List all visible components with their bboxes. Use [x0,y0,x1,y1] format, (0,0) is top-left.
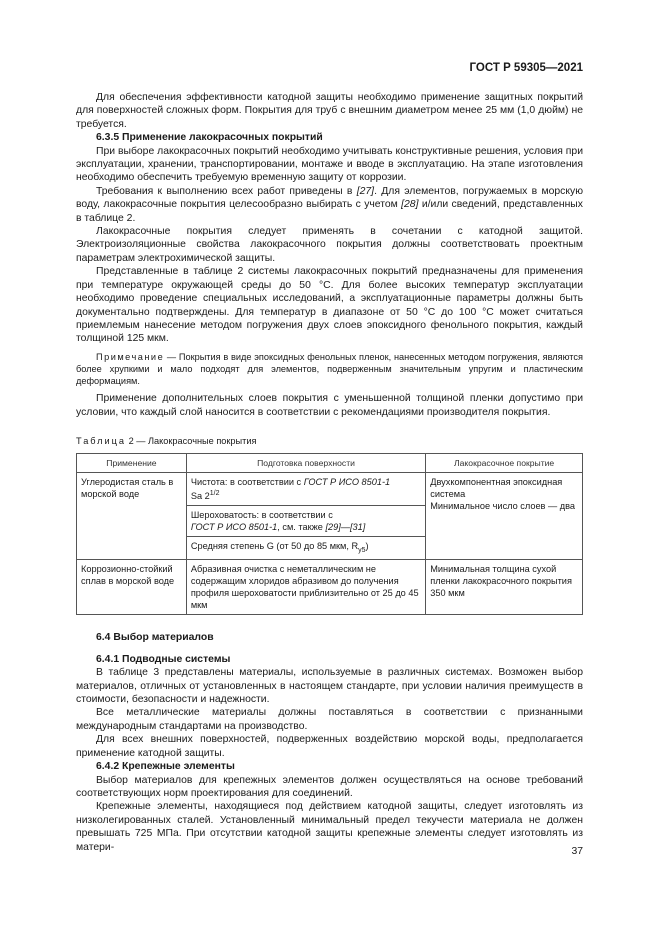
page-content [76,91,583,854]
table-header-row [77,453,583,472]
table-row [77,560,583,615]
reference: [27] [356,185,375,197]
note: Примечание — Покрытия в виде эпоксидных фенольных пленок, нанесенных методом погружения, являются более хрупкими и мало подходят для элементов, подверженным значительным упругим и пластическим деформациям. [76,351,583,387]
table-cell: Углеродистая сталь в морской воде [77,472,187,560]
table-caption: Таблица 2 — Лакокрасочные покрытия [76,436,257,447]
coatings-table [76,453,583,616]
column-header: Лакокрасочное покрытие [426,453,583,472]
paragraph: Выбор материалов для крепежных элементов должен осуществляться на основе требований соответствующих норм проектирования для соединений. [76,774,583,799]
paragraph: Представленные в таблице 2 системы лакокрасочных покрытий предназначены для применения при температуре окружающей среды до 50 °С. Для более высоких температур эксплуатации необходимо проведение специальных исследований, а эксплуатационные параметры должны быть документально подтверждены. Для температур в диапазоне от 50 °С до 100 °С может считаться приемлемым нанесение методом погружения двух слоев эпоксидного фенольного покрытия, каждый толщиной 125 мкм. [76,266,583,345]
section-heading-6-4-1: 6.4.1 Подводные системы [96,653,231,665]
paragraph: В таблице 3 представлены материалы, используемые в различных системах. Возможен выбор материалов, отличных от установленных в настоящем стандарте, при условии наличия преимуществ в стоимости, безопасности и надежности. [76,667,583,706]
table-cell: Коррозионно-стойкий сплав в морской воде [77,560,187,615]
paragraph: Для всех внешних поверхностей, подверженных воздействию морской воды, предполагается применение катодной защиты. [76,734,583,759]
note-label: Примечание [96,351,165,362]
section-heading-6-4-2: 6.4.2 Крепежные элементы [96,761,235,773]
table-cell: Минимальная толщина сухой пленки лакокрасочного покрытия 350 мкм [426,560,583,615]
paragraph: Все металлические материалы должны поставляться в соответствии с признанными международным стандартами на производство. [76,707,583,732]
table-cell: Абразивная очистка с неметаллическим не содержащим хлоридов абразивом до получения профиля шероховатости приблизительно от 25 до 45 мкм [186,560,425,615]
paragraph: Применение дополнительных слоев покрытия с уменьшенной толщиной пленки допустимо при условии, что каждый слой наносится в соответствии с рекомендациями производителя покрытия. [76,393,583,418]
table-cell: Чистота: в соответствии с ГОСТ Р ИСО 8501-1 Sa $2^{1/2}$ [186,472,425,505]
paragraph: Крепежные элементы, находящиеся под действием катодной защиты, следует изготовлять из низколегированных сталей. Установленный минимальный предел текучести материала не должен превышать 725 МПа. При отсутствии катодной защиты крепежные элементы следует изготовлять из матери- [76,801,583,853]
reference: [28] [401,199,419,211]
table-cell: Шероховатость: в соответствии с ГОСТ Р ИСО 8501-1, см. также [29]—[31] [186,505,425,536]
table-cell: Средняя степень G (от 50 до 85 мкм, $R_{y5}$) [186,536,425,560]
paragraph: При выборе лакокрасочных покрытий необходимо учитывать конструктивные решения, условия при эксплуатации, хранении, транспортировании, монтаже и вводе в эксплуатацию. На этапе изготовления необходимо обеспечить требуемую временную защиту от коррозии. [76,145,583,184]
table-cell: Двухкомпонентная эпоксидная система Минимальное число слоев — два [426,472,583,560]
column-header: Подготовка поверхности [186,453,425,472]
paragraph: Для обеспечения эффективности катодной защиты необходимо применение защитных покрытий для поверхностей сложных форм. Покрытия для труб с внешним диаметром менее 25 мм (1,0 дюйм) не требуется. [76,92,583,130]
table-row [77,472,583,505]
section-heading-6-3-5: 6.3.5 Применение лакокрасочных покрытий [96,132,323,144]
page-number: 37 [571,846,583,857]
column-header: Применение [77,453,187,472]
standard-number: ГОСТ Р 59305—2021 [469,62,583,74]
section-heading-6-4: 6.4 Выбор материалов [96,632,214,644]
paragraph: Лакокрасочные покрытия следует применять в сочетании с катодной защитой. Электроизоляционные свойства лакокрасочного покрытия должны соответствовать проектным параметрам электрохимической защиты. [76,226,583,264]
paragraph: Требования к выполнению всех работ приведены в [27]. Для элементов, погружаемых в морскую воду, лакокрасочные покрытия целесообразно выбирать с учетом [28] и/или сведений, представленных в таблице 2. [76,185,583,224]
